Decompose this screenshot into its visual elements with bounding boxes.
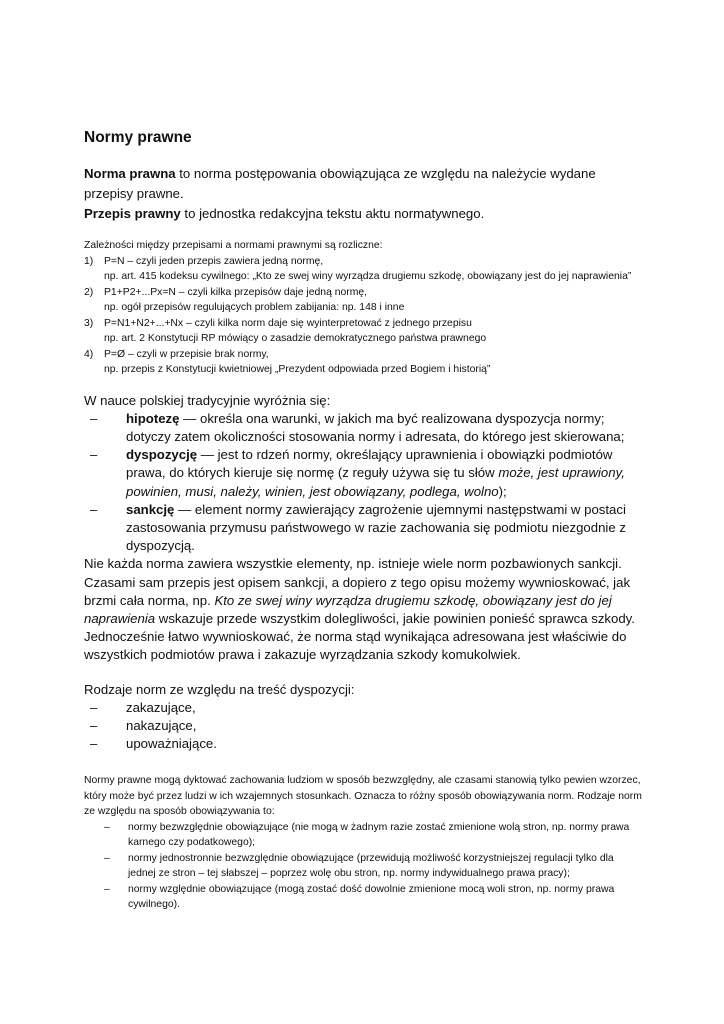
definitions-section <box>84 164 644 224</box>
sankcja-text: — element normy zawierający zagrożenie ujemnymi następstwami w postaci zastosowania przymusu państwowego w razie zachowania się podmiotu niezgodnie z dyspozycją. <box>126 501 626 554</box>
list-item <box>84 717 644 735</box>
term-przepis: Przepis prawny <box>84 206 181 221</box>
list-item <box>84 285 644 316</box>
list-item-text: P=N1+N2+...+Nx – czyli kilka norm daje się wyinterpretować z jednego przepisu <box>104 317 472 329</box>
relations-section <box>84 238 644 378</box>
dash-bullet: – <box>90 501 98 517</box>
definition-przepis <box>84 204 644 224</box>
list-number: 4) <box>84 348 94 360</box>
list-item-text: nakazujące, <box>126 717 197 733</box>
types-intro: Rodzaje norm ze względu na treść dyspozycji: <box>84 681 355 697</box>
hipoteza-text: — określa ona warunki, w jakich ma być realizowana dyspozycja normy; dotyczy zatem okoliczności stosowania normy i adresata, do którego jest skierowana; <box>126 410 625 444</box>
dyspozycja-end: ); <box>498 483 507 499</box>
list-item-example: np. przepis z Konstytucji kwietniowej „Prezydent odpowiada przed Bogiem i historią” <box>104 364 491 375</box>
dash-bullet: – <box>104 852 110 864</box>
list-item <box>84 254 644 285</box>
list-item-example: np. art. 415 kodeksu cywilnego: „Kto ze swej winy wyrządza drugiemu szkodę, obowiązany jest do jej naprawienia” <box>104 271 632 282</box>
definition-przepis-text: to jednostka redakcyjna tekstu aktu normatywnego. <box>180 206 485 221</box>
list-item-example: np. art. 2 Konstytucji RP mówiący o zasadzie demokratycznego państwa prawnego <box>104 333 487 344</box>
list-item <box>84 882 644 913</box>
list-item <box>84 446 644 501</box>
binding-section <box>84 773 644 913</box>
definition-norma <box>84 164 644 204</box>
definition-norma-text: to norma postępowania obowiązująca ze względu na należycie wydane przepisy prawne. <box>84 166 596 201</box>
list-item <box>84 316 644 347</box>
types-list <box>84 699 644 754</box>
list-item-text: P=N – czyli jeden przepis zawiera jedną normę, <box>104 255 324 267</box>
dash-bullet: – <box>90 736 98 752</box>
list-item-text: upoważniające. <box>126 736 217 752</box>
dash-bullet: – <box>90 447 98 463</box>
list-item <box>84 347 644 378</box>
dyspozycja-italic: może, jest uprawiony, powinien, musi, należy, winien, jest obowiązany, podlega, wolno <box>126 465 625 499</box>
document-page <box>84 128 644 913</box>
list-item <box>84 410 644 446</box>
doctrine-section <box>84 392 644 754</box>
list-item-text: normy względnie obowiązujące (mogą zostać dość dowolnie zmienione mocą woli stron, np. normy prawa cywilnego). <box>128 883 615 911</box>
list-item-text: P=Ø – czyli w przepisie brak normy, <box>104 348 269 360</box>
list-item <box>84 735 644 753</box>
dash-bullet: – <box>90 410 98 426</box>
term-dyspozycja: dyspozycję <box>126 447 198 463</box>
list-item-example: np. ogół przepisów regulujących problem zabijania: np. 148 i inne <box>104 302 405 313</box>
list-item <box>84 820 644 851</box>
dyspozycja-text: — jest to rdzeń normy, określający uprawnienia i obowiązki podmiotów prawa, do których kieruje się normę (z reguły używa się tu słów <box>126 447 613 481</box>
term-norma: Norma prawna <box>84 166 176 181</box>
binding-list <box>84 820 644 913</box>
list-item <box>84 501 644 556</box>
doctrine-paragraph <box>84 555 644 664</box>
norm-elements-list <box>84 410 644 556</box>
paragraph-text: Nie każda norma zawiera wszystkie elementy, np. istnieje wiele norm pozbawionych sankcji. Czasami sam przepis jest opisem sankcji, a dopiero z tego opisu możemy wywnioskować, jak brzmi cała norma, np. <box>84 556 631 608</box>
list-item <box>84 699 644 717</box>
dash-bullet: – <box>90 699 98 715</box>
relations-list <box>84 254 644 378</box>
list-item-text: normy bezwzględnie obowiązujące (nie mogą w żadnym razie zostać zmienione wolą stron, np. normy prawa karnego czy podatkowego); <box>128 821 630 849</box>
relations-intro: Zależności między przepisami a normami prawnymi są rozliczne: <box>84 240 383 251</box>
binding-paragraph: Normy prawne mogą dyktować zachowania ludziom w sposób bezwzględny, ale czasami stanowią tylko pewien wzorzec, który może być przez ludzi w ich wzajemnych stosunkach. Oznacza to różny sposób obowiązywania norm. Rodzaje norm ze względu na sposób obowiązywania to: <box>84 775 642 818</box>
list-number: 1) <box>84 255 94 267</box>
paragraph-italic: Kto ze swej winy wyrządza drugiemu szkodę, obowiązany jest do jej naprawienia <box>84 592 612 626</box>
paragraph-end: wskazuje przede wszystkim dolegliwości, jakie powinien ponieść sprawca szkody. Jednocześnie łatwo wywnioskować, że norma stąd wynikająca adresowana jest właściwie do wszystkich podmiotów prawa i zakazuje wyrządzania szkody komukolwiek. <box>84 610 635 663</box>
list-item-text: P1+P2+...Px=N – czyli kilka przepisów daje jedną normę, <box>104 286 368 298</box>
dash-bullet: – <box>90 717 98 733</box>
term-sankcja: sankcję <box>126 501 175 517</box>
dash-bullet: – <box>104 883 110 895</box>
list-item-text: zakazujące, <box>126 699 196 715</box>
dash-bullet: – <box>104 821 110 833</box>
list-item <box>84 851 644 882</box>
page-title: Normy prawne <box>84 129 192 146</box>
term-hipoteza: hipotezę <box>126 410 180 426</box>
doctrine-intro: W nauce polskiej tradycyjnie wyróżnia się: <box>84 392 331 408</box>
list-number: 3) <box>84 317 94 329</box>
list-item-text: normy jednostronnie bezwzględnie obowiązujące (przewidują możliwość korzystniejszej regulacji tylko dla jednej ze stron – tej słabszej – poprzez wolę obu stron, np. normy indywidualnego prawa pracy); <box>128 852 614 880</box>
list-number: 2) <box>84 286 94 298</box>
